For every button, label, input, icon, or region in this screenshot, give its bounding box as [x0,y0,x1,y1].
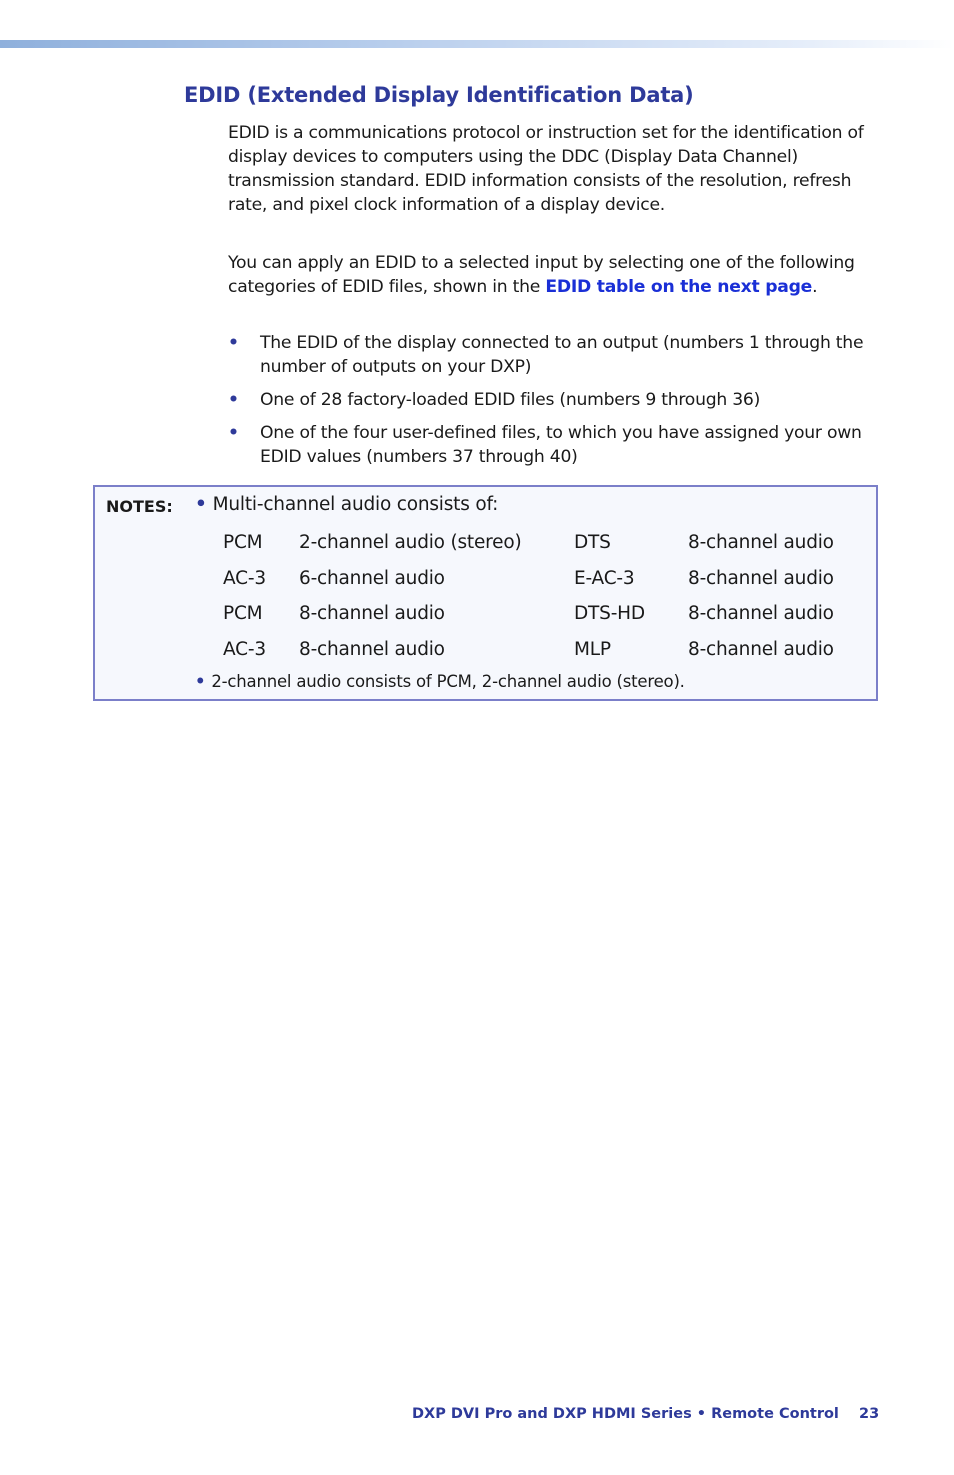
table-row [223,596,858,632]
bullet-icon: • [228,333,239,353]
notes-box [93,485,878,701]
notes-bullet-text: Multi-channel audio consists of: [212,494,499,515]
notes-bullet-text: 2-channel audio consists of PCM, 2-channel audio (stereo). [211,672,685,691]
notes-label: NOTES: [106,497,173,516]
apply-edid-text: You can apply an EDID to a selected input by selecting one of the following categories of EDID files, shown in the [228,253,855,297]
list-item-text: One of the four user-defined files, to which you have assigned your own EDID values (numbers 37 through 40) [260,423,862,467]
notes-bullet-2channel [195,671,685,693]
table-cell: PCM [223,532,263,554]
footer-title: DXP DVI Pro and DXP HDMI Series • Remote Control [412,1406,839,1422]
apply-edid-text-end: . [812,277,818,297]
audio-format-table [223,525,858,667]
list-item [228,331,868,379]
bullet-icon: • [195,672,206,691]
table-cell: 6-channel audio [299,567,445,589]
table-cell: E-AC-3 [574,567,635,589]
bullet-icon: • [195,494,207,515]
table-row [223,561,858,597]
table-cell: DTS-HD [574,603,645,625]
section-heading: EDID (Extended Display Identification Data) [184,83,694,107]
table-cell: AC-3 [223,638,266,660]
table-cell: MLP [574,638,611,660]
edid-category-list [228,331,868,478]
bullet-icon: • [228,423,239,443]
header-gradient-bar [0,40,954,48]
table-cell: PCM [223,603,263,625]
table-cell: 8-channel audio [688,567,834,589]
page-number: 23 [859,1406,880,1422]
table-row [223,632,858,668]
table-cell: 8-channel audio [299,603,445,625]
intro-paragraph: EDID is a communications protocol or instruction set for the identification of display devices to computers using the DDC (Display Data Channel) transmission standard. EDID information consists of the resolution, refresh rate, and pixel clock information of a display device. [228,123,864,215]
list-item [228,421,868,469]
table-cell: 8-channel audio [688,603,834,625]
table-cell: DTS [574,532,611,554]
list-item-text: The EDID of the display connected to an output (numbers 1 through the number of outputs on your DXP) [260,333,864,377]
notes-bullet-multichannel [195,493,498,517]
table-cell: 8-channel audio [688,638,834,660]
bullet-icon: • [228,390,239,410]
list-item-text: One of 28 factory-loaded EDID files (numbers 9 through 36) [260,390,761,410]
edid-table-link[interactable]: EDID table on the next page [545,277,813,297]
table-cell: 8-channel audio [299,638,445,660]
apply-edid-paragraph [228,251,868,299]
table-cell: 8-channel audio [688,532,834,554]
table-cell: AC-3 [223,567,266,589]
table-row [223,525,858,561]
table-cell: 2-channel audio (stereo) [299,532,522,554]
list-item [228,388,868,412]
